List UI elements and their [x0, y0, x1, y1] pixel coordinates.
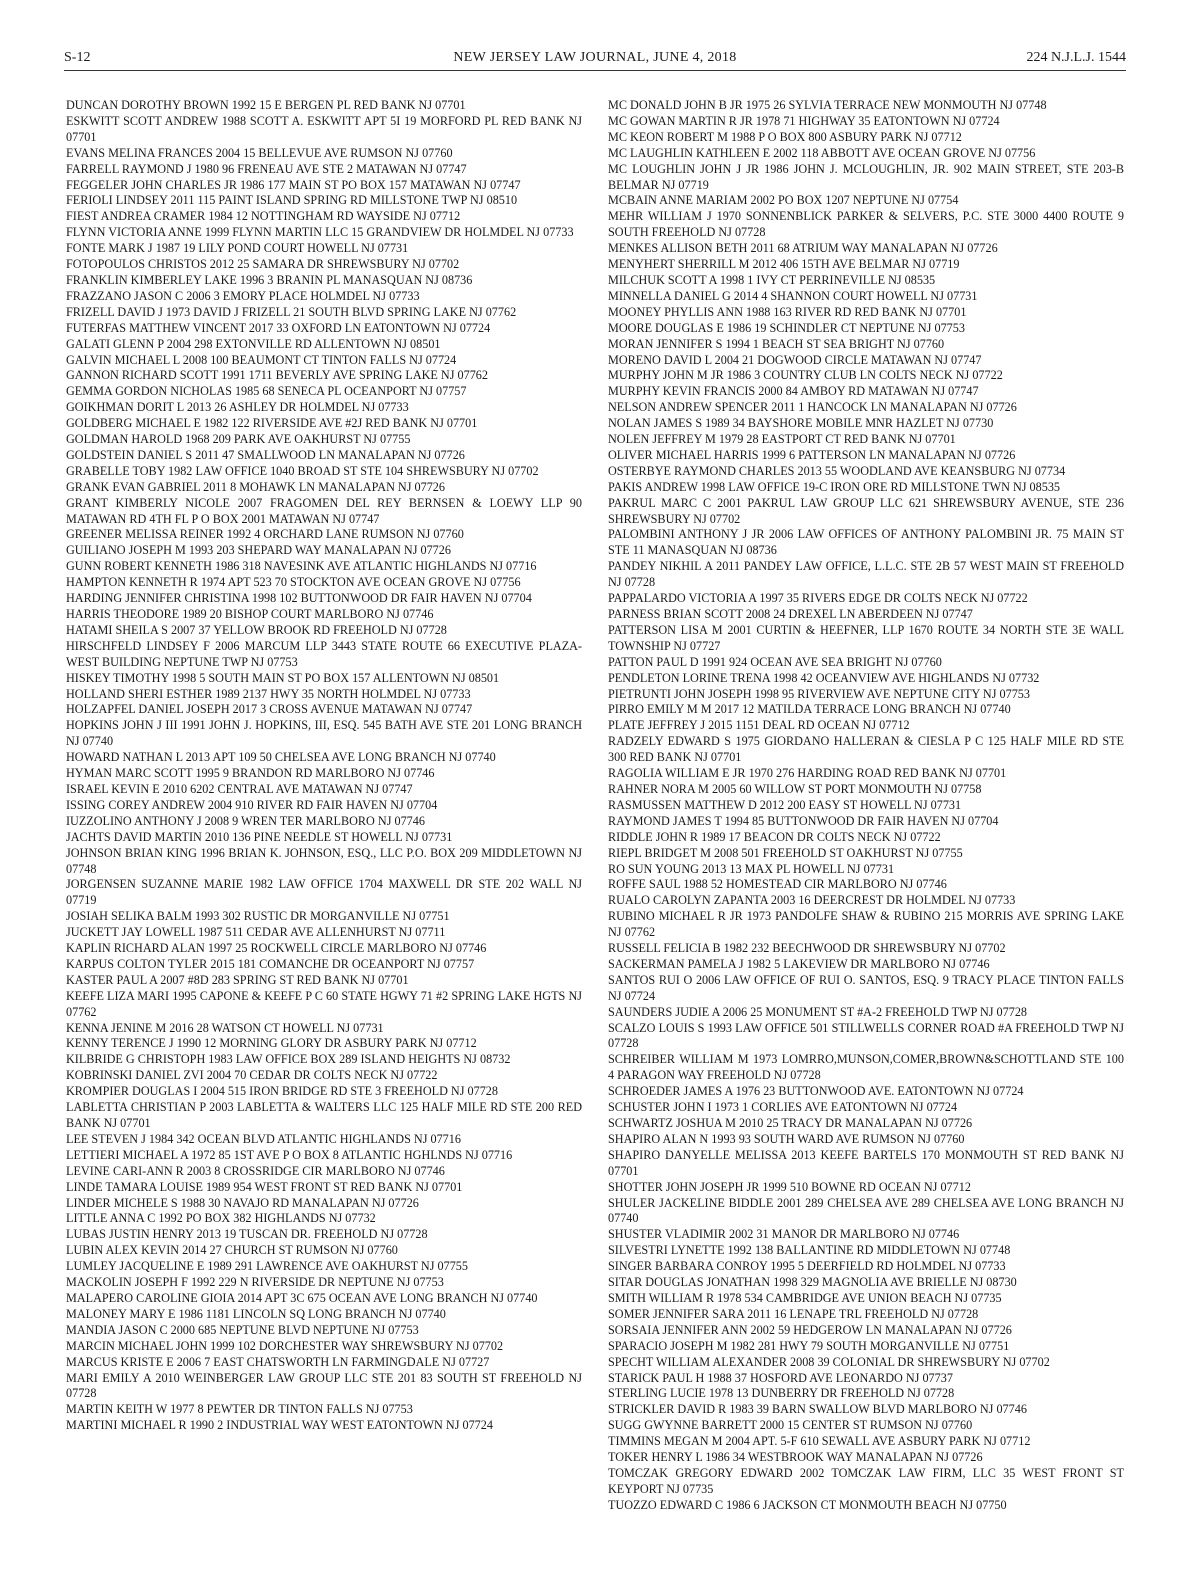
directory-entry: SUGG GWYNNE BARRETT 2000 15 CENTER ST RUMSON NJ 07760 [608, 1418, 973, 1433]
directory-entry: SCHUSTER JOHN I 1973 1 CORLIES AVE EATONTOWN NJ 07724 [608, 1100, 958, 1115]
directory-entry: LEVINE CARI-ANN R 2003 8 CROSSRIDGE CIR MARLBORO NJ 07746 [66, 1163, 445, 1178]
directory-entry: SILVESTRI LYNETTE 1992 138 BALLANTINE RD MIDDLETOWN NJ 07748 [608, 1243, 1011, 1258]
directory-entry: FRANKLIN KIMBERLEY LAKE 1996 3 BRANIN PL MANASQUAN NJ 08736 [66, 272, 473, 287]
directory-entry: MOORE DOUGLAS E 1986 19 SCHINDLER CT NEPTUNE NJ 07753 [608, 320, 965, 335]
directory-entry: MARTIN KEITH W 1977 8 PEWTER DR TINTON FALLS NJ 07753 [66, 1402, 413, 1417]
directory-entry: TUOZZO EDWARD C 1986 6 JACKSON CT MONMOUTH BEACH NJ 07750 [608, 1497, 1007, 1512]
directory-entry: GOLDMAN HAROLD 1968 209 PARK AVE OAKHURST NJ 07755 [66, 432, 411, 447]
directory-entry: MC GOWAN MARTIN R JR 1978 71 HIGHWAY 35 EATONTOWN NJ 07724 [608, 113, 1000, 128]
directory-entry: LUBAS JUSTIN HENRY 2013 19 TUSCAN DR. FREEHOLD NJ 07728 [66, 1227, 428, 1242]
directory-entry: RO SUN YOUNG 2013 13 MAX PL HOWELL NJ 07731 [608, 861, 895, 876]
directory-entry: SCHWARTZ JOSHUA M 2010 25 TRACY DR MANALAPAN NJ 07726 [608, 1116, 973, 1130]
directory-entry: PENDLETON LORINE TRENA 1998 42 OCEANVIEW AVE HIGHLANDS NJ 07732 [608, 670, 1040, 685]
directory-entry: RUBINO MICHAEL R JR 1973 PANDOLFE SHAW & RUBINO 215 MORRIS AVE SPRING LAKE NJ 07762 [608, 909, 1124, 940]
directory-entry: LINDE TAMARA LOUISE 1989 954 WEST FRONT ST RED BANK NJ 07701 [66, 1179, 463, 1194]
directory-entry: KAPLIN RICHARD ALAN 1997 25 ROCKWELL CIRCLE MARLBORO NJ 07746 [66, 941, 487, 956]
directory-entry: FOTOPOULOS CHRISTOS 2012 25 SAMARA DR SHREWSBURY NJ 07702 [66, 257, 460, 272]
directory-entry: GUNN ROBERT KENNETH 1986 318 NAVESINK AVE ATLANTIC HIGHLANDS NJ 07716 [66, 559, 537, 574]
directory-entry: STRICKLER DAVID R 1983 39 BARN SWALLOW BLVD MARLBORO NJ 07746 [608, 1402, 1027, 1417]
directory-entry: LITTLE ANNA C 1992 PO BOX 382 HIGHLANDS NJ 07732 [66, 1211, 376, 1226]
directory-entry: SAUNDERS JUDIE A 2006 25 MONUMENT ST #A-2 FREEHOLD TWP NJ 07728 [608, 1004, 1028, 1019]
directory-entry: MC LOUGHLIN JOHN J JR 1986 JOHN J. MCLOUGHLIN, JR. 902 MAIN STREET, STE 203-B BELMAR NJ 07719 [608, 161, 1124, 192]
directory-entry: RAGOLIA WILLIAM E JR 1970 276 HARDING ROAD RED BANK NJ 07701 [608, 766, 1007, 781]
directory-entry: HARRIS THEODORE 1989 20 BISHOP COURT MARLBORO NJ 07746 [66, 607, 434, 621]
directory-entry: GUILIANO JOSEPH M 1993 203 SHEPARD WAY MANALAPAN NJ 07726 [66, 543, 451, 558]
directory-entry: SCHREIBER WILLIAM M 1973 LOMRRO,MUNSON,COMER,BROWN&SCHOTTLAND STE 100 4 PARAGON WAY FREEHOLD NJ 07728 [608, 1052, 1124, 1083]
directory-entry: MORAN JENNIFER S 1994 1 BEACH ST SEA BRIGHT NJ 07760 [608, 336, 945, 351]
directory-entry: HOLLAND SHERI ESTHER 1989 2137 HWY 35 NORTH HOLMDEL NJ 07733 [66, 686, 471, 701]
directory-entry: MARI EMILY A 2010 WEINBERGER LAW GROUP LLC STE 201 83 SOUTH ST FREEHOLD NJ 07728 [66, 1370, 582, 1401]
directory-entry: RUSSELL FELICIA B 1982 232 BEECHWOOD DR SHREWSBURY NJ 07702 [608, 941, 1006, 956]
directory-entry: PATTERSON LISA M 2001 CURTIN & HEEFNER, LLP 1670 ROUTE 34 NORTH STE 3E WALL TOWNSHIP NJ 07727 [608, 622, 1124, 653]
directory-entry: SOMER JENNIFER SARA 2011 16 LENAPE TRL FREEHOLD NJ 07728 [608, 1306, 979, 1321]
page-number: S-12 [64, 50, 91, 65]
directory-entry: PAKRUL MARC C 2001 PAKRUL LAW GROUP LLC 621 SHREWSBURY AVENUE, STE 236 SHREWSBURY NJ 07702 [608, 495, 1124, 526]
publication-title: NEW JERSEY LAW JOURNAL, JUNE 4, 2018 [453, 50, 737, 65]
directory-entry: HIRSCHFELD LINDSEY F 2006 MARCUM LLP 3443 STATE ROUTE 66 EXECUTIVE PLAZA-WEST BUILDING NEPTUNE TWP NJ 07753 [66, 638, 582, 669]
directory-entry: HOWARD NATHAN L 2013 APT 109 50 CHELSEA AVE LONG BRANCH NJ 07740 [66, 750, 496, 765]
directory-entry: FRAZZANO JASON C 2006 3 EMORY PLACE HOLMDEL NJ 07733 [66, 288, 420, 303]
directory-entry: OLIVER MICHAEL HARRIS 1999 6 PATTERSON LN MANALAPAN NJ 07726 [608, 447, 1016, 462]
directory-entry: JUCKETT JAY LOWELL 1987 511 CEDAR AVE ALLENHURST NJ 07711 [66, 925, 446, 940]
page-header [64, 48, 1126, 71]
directory-entry: SCHROEDER JAMES A 1976 23 BUTTONWOOD AVE. EATONTOWN NJ 07724 [608, 1084, 1024, 1099]
directory-entry: SHOTTER JOHN JOSEPH JR 1999 510 BOWNE RD OCEAN NJ 07712 [608, 1179, 971, 1194]
directory-entry: PLATE JEFFREY J 2015 1151 DEAL RD OCEAN NJ 07712 [608, 718, 910, 733]
directory-entry: GOIKHMAN DORIT L 2013 26 ASHLEY DR HOLMDEL NJ 07733 [66, 400, 409, 415]
directory-entry: ROFFE SAUL 1988 52 HOMESTEAD CIR MARLBORO NJ 07746 [608, 877, 947, 892]
directory-entry: MENYHERT SHERRILL M 2012 406 15TH AVE BELMAR NJ 07719 [608, 257, 960, 272]
directory-entry: MARTINI MICHAEL R 1990 2 INDUSTRIAL WAY WEST EATONTOWN NJ 07724 [66, 1418, 493, 1433]
directory-entry: KENNA JENINE M 2016 28 WATSON CT HOWELL NJ 07731 [66, 1020, 384, 1035]
directory-entry: LUBIN ALEX KEVIN 2014 27 CHURCH ST RUMSON NJ 07760 [66, 1243, 398, 1258]
left-column [66, 98, 582, 1558]
directory-entry: DUNCAN DOROTHY BROWN 1992 15 E BERGEN PL RED BANK NJ 07701 [66, 98, 466, 112]
directory-entry: TOMCZAK GREGORY EDWARD 2002 TOMCZAK LAW FIRM, LLC 35 WEST FRONT ST KEYPORT NJ 07735 [608, 1465, 1124, 1496]
directory-entry: MARCIN MICHAEL JOHN 1999 102 DORCHESTER WAY SHREWSBURY NJ 07702 [66, 1338, 504, 1353]
directory-entry: MINNELLA DANIEL G 2014 4 SHANNON COURT HOWELL NJ 07731 [608, 288, 978, 303]
directory-entry: SINGER BARBARA CONROY 1995 5 DEERFIELD RD HOLMDEL NJ 07733 [608, 1259, 1006, 1274]
directory-entry: LINDER MICHELE S 1988 30 NAVAJO RD MANALAPAN NJ 07726 [66, 1195, 419, 1210]
directory-entry: FEGGELER JOHN CHARLES JR 1986 177 MAIN ST PO BOX 157 MATAWAN NJ 07747 [66, 177, 521, 192]
directory-entry: TIMMINS MEGAN M 2004 APT. 5-F 610 SEWALL AVE ASBURY PARK NJ 07712 [608, 1434, 1031, 1449]
directory-entry: MALONEY MARY E 1986 1181 LINCOLN SQ LONG BRANCH NJ 07740 [66, 1306, 446, 1321]
directory-entry: JOHNSON BRIAN KING 1996 BRIAN K. JOHNSON, ESQ., LLC P.O. BOX 209 MIDDLETOWN NJ 07748 [66, 845, 582, 876]
directory-entry: STERLING LUCIE 1978 13 DUNBERRY DR FREEHOLD NJ 07728 [608, 1386, 955, 1401]
directory-entry: RAHNER NORA M 2005 60 WILLOW ST PORT MONMOUTH NJ 07758 [608, 781, 982, 796]
directory-entry: KENNY TERENCE J 1990 12 MORNING GLORY DR ASBURY PARK NJ 07712 [66, 1036, 477, 1051]
directory-entry: TOKER HENRY L 1986 34 WESTBROOK WAY MANALAPAN NJ 07726 [608, 1450, 983, 1465]
directory-entry: LUMLEY JACQUELINE E 1989 291 LAWRENCE AVE OAKHURST NJ 07755 [66, 1259, 468, 1274]
directory-entry: GEMMA GORDON NICHOLAS 1985 68 SENECA PL OCEANPORT NJ 07757 [66, 384, 467, 399]
directory-entry: PANDEY NIKHIL A 2011 PANDEY LAW OFFICE, L.L.C. STE 2B 57 WEST MAIN ST FREEHOLD NJ 07728 [608, 559, 1124, 590]
directory-entry: RADZELY EDWARD S 1975 GIORDANO HALLERAN & CIESLA P C 125 HALF MILE RD STE 300 RED BANK NJ 07701 [608, 734, 1124, 765]
directory-entry: MILCHUK SCOTT A 1998 1 IVY CT PERRINEVILLE NJ 08535 [608, 272, 936, 287]
directory-entry: PALOMBINI ANTHONY J JR 2006 LAW OFFICES OF ANTHONY PALOMBINI JR. 75 MAIN ST STE 11 MANASQUAN NJ 08736 [608, 527, 1124, 558]
directory-entry: EVANS MELINA FRANCES 2004 15 BELLEVUE AVE RUMSON NJ 07760 [66, 145, 453, 160]
directory-entry: NELSON ANDREW SPENCER 2011 1 HANCOCK LN MANALAPAN NJ 07726 [608, 400, 1017, 415]
directory-entry: KARPUS COLTON TYLER 2015 181 COMANCHE DR OCEANPORT NJ 07757 [66, 956, 475, 971]
directory-entry: MC KEON ROBERT M 1988 P O BOX 800 ASBURY PARK NJ 07712 [608, 129, 962, 144]
directory-entry: MARCUS KRISTE E 2006 7 EAST CHATSWORTH LN FARMINGDALE NJ 07727 [66, 1354, 490, 1369]
directory-entry: MCBAIN ANNE MARIAM 2002 PO BOX 1207 NEPTUNE NJ 07754 [608, 193, 959, 208]
directory-entry: SORSAIA JENNIFER ANN 2002 59 HEDGEROW LN MANALAPAN NJ 07726 [608, 1322, 1012, 1337]
directory-entry: FONTE MARK J 1987 19 LILY POND COURT HOWELL NJ 07731 [66, 241, 409, 256]
directory-entry: MC DONALD JOHN B JR 1975 26 SYLVIA TERRACE NEW MONMOUTH NJ 07748 [608, 98, 1047, 112]
directory-entry: OSTERBYE RAYMOND CHARLES 2013 55 WOODLAND AVE KEANSBURG NJ 07734 [608, 463, 1066, 478]
directory-entry: SMITH WILLIAM R 1978 534 CAMBRIDGE AVE UNION BEACH NJ 07735 [608, 1290, 1002, 1305]
directory-entry: LABLETTA CHRISTIAN P 2003 LABLETTA & WALTERS LLC 125 HALF MILE RD STE 200 RED BANK NJ 07701 [66, 1100, 582, 1130]
directory-entry: LETTIERI MICHAEL A 1972 85 1ST AVE P O BOX 8 ATLANTIC HGHLNDS NJ 07716 [66, 1147, 513, 1162]
directory-entry: GALATI GLENN P 2004 298 EXTONVILLE RD ALLENTOWN NJ 08501 [66, 336, 441, 351]
directory-entry: PIRRO EMILY M M 2017 12 MATILDA TERRACE LONG BRANCH NJ 07740 [608, 702, 1011, 717]
directory-entry: MALAPERO CAROLINE GIOIA 2014 APT 3C 675 OCEAN AVE LONG BRANCH NJ 07740 [66, 1290, 538, 1305]
directory-entry: NOLEN JEFFREY M 1979 28 EASTPORT CT RED BANK NJ 07701 [608, 432, 956, 447]
directory-entry: FUTERFAS MATTHEW VINCENT 2017 33 OXFORD LN EATONTOWN NJ 07724 [66, 320, 491, 335]
directory-entry: KASTER PAUL A 2007 #8D 283 SPRING ST RED BANK NJ 07701 [66, 972, 409, 987]
directory-entry: GRANK EVAN GABRIEL 2011 8 MOHAWK LN MANALAPAN NJ 07726 [66, 479, 445, 494]
directory-entry: MANDIA JASON C 2000 685 NEPTUNE BLVD NEPTUNE NJ 07753 [66, 1322, 419, 1337]
directory-entry: SHULER JACKELINE BIDDLE 2001 289 CHELSEA AVE 289 CHELSEA AVE LONG BRANCH NJ 07740 [608, 1195, 1124, 1226]
directory-entry: HISKEY TIMOTHY 1998 5 SOUTH MAIN ST PO BOX 157 ALLENTOWN NJ 08501 [66, 670, 500, 685]
directory-entry: PAPPALARDO VICTORIA A 1997 35 RIVERS EDGE DR COLTS NECK NJ 07722 [608, 591, 1028, 606]
directory-entry: GOLDBERG MICHAEL E 1982 122 RIVERSIDE AVE #2J RED BANK NJ 07701 [66, 416, 478, 431]
directory-entry: STARICK PAUL H 1988 37 HOSFORD AVE LEONARDO NJ 07737 [608, 1370, 953, 1385]
directory-entry: HAMPTON KENNETH R 1974 APT 523 70 STOCKTON AVE OCEAN GROVE NJ 07756 [66, 575, 521, 590]
directory-entry: HOPKINS JOHN J III 1991 JOHN J. HOPKINS, III, ESQ. 545 BATH AVE STE 201 LONG BRANCH NJ 07740 [66, 718, 582, 749]
directory-entry: GRABELLE TOBY 1982 LAW OFFICE 1040 BROAD ST STE 104 SHREWSBURY NJ 07702 [66, 463, 539, 478]
directory-entry: GRANT KIMBERLY NICOLE 2007 FRAGOMEN DEL REY BERNSEN & LOEWY LLP 90 MATAWAN RD 4TH FL P O BOX 2001 MATAWAN NJ 07747 [66, 495, 582, 526]
directory-entry: FARRELL RAYMOND J 1980 96 FRENEAU AVE STE 2 MATAWAN NJ 07747 [66, 161, 467, 176]
directory-entry: PAKIS ANDREW 1998 LAW OFFICE 19-C IRON ORE RD MILLSTONE TWN NJ 08535 [608, 479, 1061, 494]
directory-entry: HATAMI SHEILA S 2007 37 YELLOW BROOK RD FREEHOLD NJ 07728 [66, 622, 447, 637]
directory-entry: GOLDSTEIN DANIEL S 2011 47 SMALLWOOD LN MANALAPAN NJ 07726 [66, 447, 465, 462]
directory-entry: NOLAN JAMES S 1989 34 BAYSHORE MOBILE MNR HAZLET NJ 07730 [608, 416, 994, 431]
directory-entry: JACHTS DAVID MARTIN 2010 136 PINE NEEDLE ST HOWELL NJ 07731 [66, 829, 453, 844]
directory-entry: GANNON RICHARD SCOTT 1991 1711 BEVERLY AVE SPRING LAKE NJ 07762 [66, 368, 488, 383]
directory-entry: JOSIAH SELIKA BALM 1993 302 RUSTIC DR MORGANVILLE NJ 07751 [66, 909, 450, 924]
directory-entry: RIEPL BRIDGET M 2008 501 FREEHOLD ST OAKHURST NJ 07755 [608, 845, 963, 860]
directory-entry: SHUSTER VLADIMIR 2002 31 MANOR DR MARLBORO NJ 07746 [608, 1227, 960, 1242]
directory-entry: PATTON PAUL D 1991 924 OCEAN AVE SEA BRIGHT NJ 07760 [608, 654, 942, 669]
directory-entry: JORGENSEN SUZANNE MARIE 1982 LAW OFFICE 1704 MAXWELL DR STE 202 WALL NJ 07719 [66, 877, 582, 908]
directory-entry: MOONEY PHYLLIS ANN 1988 163 RIVER RD RED BANK NJ 07701 [608, 304, 967, 319]
directory-entry: MEHR WILLIAM J 1970 SONNENBLICK PARKER & SELVERS, P.C. STE 3000 4400 ROUTE 9 SOUTH FREEHOLD NJ 07728 [608, 209, 1124, 240]
directory-entry: PIETRUNTI JOHN JOSEPH 1998 95 RIVERVIEW AVE NEPTUNE CITY NJ 07753 [608, 686, 1030, 701]
directory-entry: SHAPIRO DANYELLE MELISSA 2013 KEEFE BARTELS 170 MONMOUTH ST RED BANK NJ 07701 [608, 1147, 1124, 1178]
directory-entry: MENKES ALLISON BETH 2011 68 ATRIUM WAY MANALAPAN NJ 07726 [608, 241, 998, 256]
directory-entry: FIEST ANDREA CRAMER 1984 12 NOTTINGHAM RD WAYSIDE NJ 07712 [66, 209, 461, 224]
directory-entry: IUZZOLINO ANTHONY J 2008 9 WREN TER MARLBORO NJ 07746 [66, 813, 425, 828]
directory-entry: FRIZELL DAVID J 1973 DAVID J FRIZELL 21 SOUTH BLVD SPRING LAKE NJ 07762 [66, 304, 517, 319]
directory-entry: RUALO CAROLYN ZAPANTA 2003 16 DEERCREST DR HOLMDEL NJ 07733 [608, 893, 1016, 908]
directory-entry: MURPHY KEVIN FRANCIS 2000 84 AMBOY RD MATAWAN NJ 07747 [608, 384, 979, 399]
directory-entry: KOBRINSKI DANIEL ZVI 2004 70 CEDAR DR COLTS NECK NJ 07722 [66, 1068, 438, 1083]
directory-entry: SPECHT WILLIAM ALEXANDER 2008 39 COLONIAL DR SHREWSBURY NJ 07702 [608, 1354, 1050, 1369]
directory-entry: FLYNN VICTORIA ANNE 1999 FLYNN MARTIN LLC 15 GRANDVIEW DR HOLMDEL NJ 07733 [66, 225, 574, 240]
directory-entry: HOLZAPFEL DANIEL JOSEPH 2017 3 CROSS AVENUE MATAWAN NJ 07747 [66, 702, 473, 717]
directory-entry: GALVIN MICHAEL L 2008 100 BEAUMONT CT TINTON FALLS NJ 07724 [66, 352, 457, 367]
directory-entry: PARNESS BRIAN SCOTT 2008 24 DREXEL LN ABERDEEN NJ 07747 [608, 607, 973, 621]
directory-entry: GREENER MELISSA REINER 1992 4 ORCHARD LANE RUMSON NJ 07760 [66, 527, 464, 542]
directory-entry: HYMAN MARC SCOTT 1995 9 BRANDON RD MARLBORO NJ 07746 [66, 766, 435, 781]
directory-entry: SANTOS RUI O 2006 LAW OFFICE OF RUI O. SANTOS, ESQ. 9 TRACY PLACE TINTON FALLS NJ 07724 [608, 972, 1124, 1003]
directory-entry: MURPHY JOHN M JR 1986 3 COUNTRY CLUB LN COLTS NECK NJ 07722 [608, 368, 1003, 383]
directory-entry: FERIOLI LINDSEY 2011 115 PAINT ISLAND SPRING RD MILLSTONE TWP NJ 08510 [66, 193, 518, 208]
directory-entry: ISRAEL KEVIN E 2010 6202 CENTRAL AVE MATAWAN NJ 07747 [66, 781, 413, 796]
directory-entry: KILBRIDE G CHRISTOPH 1983 LAW OFFICE BOX 289 ISLAND HEIGHTS NJ 08732 [66, 1052, 511, 1067]
directory-entry: SHAPIRO ALAN N 1993 93 SOUTH WARD AVE RUMSON NJ 07760 [608, 1131, 965, 1146]
directory-entry: MACKOLIN JOSEPH F 1992 229 N RIVERSIDE DR NEPTUNE NJ 07753 [66, 1275, 444, 1290]
directory-entry: ESKWITT SCOTT ANDREW 1988 SCOTT A. ESKWITT APT 5I 19 MORFORD PL RED BANK NJ 07701 [66, 113, 582, 144]
directory-entry: SACKERMAN PAMELA J 1982 5 LAKEVIEW DR MARLBORO NJ 07746 [608, 956, 990, 971]
directory-entry: HARDING JENNIFER CHRISTINA 1998 102 BUTTONWOOD DR FAIR HAVEN NJ 07704 [66, 591, 532, 606]
directory-entry: LEE STEVEN J 1984 342 OCEAN BLVD ATLANTIC HIGHLANDS NJ 07716 [66, 1131, 461, 1146]
directory-entry: SPARACIO JOSEPH M 1982 281 HWY 79 SOUTH MORGANVILLE NJ 07751 [608, 1338, 1010, 1353]
directory-entry: SCALZO LOUIS S 1993 LAW OFFICE 501 STILLWELLS CORNER ROAD #A FREEHOLD TWP NJ 07728 [608, 1020, 1124, 1051]
citation: 224 N.J.L.J. 1544 [1026, 50, 1126, 65]
directory-entry: RASMUSSEN MATTHEW D 2012 200 EASY ST HOWELL NJ 07731 [608, 797, 962, 812]
directory-entry: RIDDLE JOHN R 1989 17 BEACON DR COLTS NECK NJ 07722 [608, 829, 941, 844]
right-column [608, 98, 1124, 1558]
directory-entry: ISSING COREY ANDREW 2004 910 RIVER RD FAIR HAVEN NJ 07704 [66, 797, 438, 812]
directory-entry: RAYMOND JAMES T 1994 85 BUTTONWOOD DR FAIR HAVEN NJ 07704 [608, 813, 999, 828]
directory-entry: KEEFE LIZA MARI 1995 CAPONE & KEEFE P C 60 STATE HGWY 71 #2 SPRING LAKE HGTS NJ 07762 [66, 988, 582, 1019]
directory-entry: MC LAUGHLIN KATHLEEN E 2002 118 ABBOTT AVE OCEAN GROVE NJ 07756 [608, 145, 1036, 160]
directory-entry: MORENO DAVID L 2004 21 DOGWOOD CIRCLE MATAWAN NJ 07747 [608, 352, 982, 367]
directory-entry: SITAR DOUGLAS JONATHAN 1998 329 MAGNOLIA AVE BRIELLE NJ 08730 [608, 1275, 1017, 1290]
directory-entry: KROMPIER DOUGLAS I 2004 515 IRON BRIDGE RD STE 3 FREEHOLD NJ 07728 [66, 1084, 498, 1099]
